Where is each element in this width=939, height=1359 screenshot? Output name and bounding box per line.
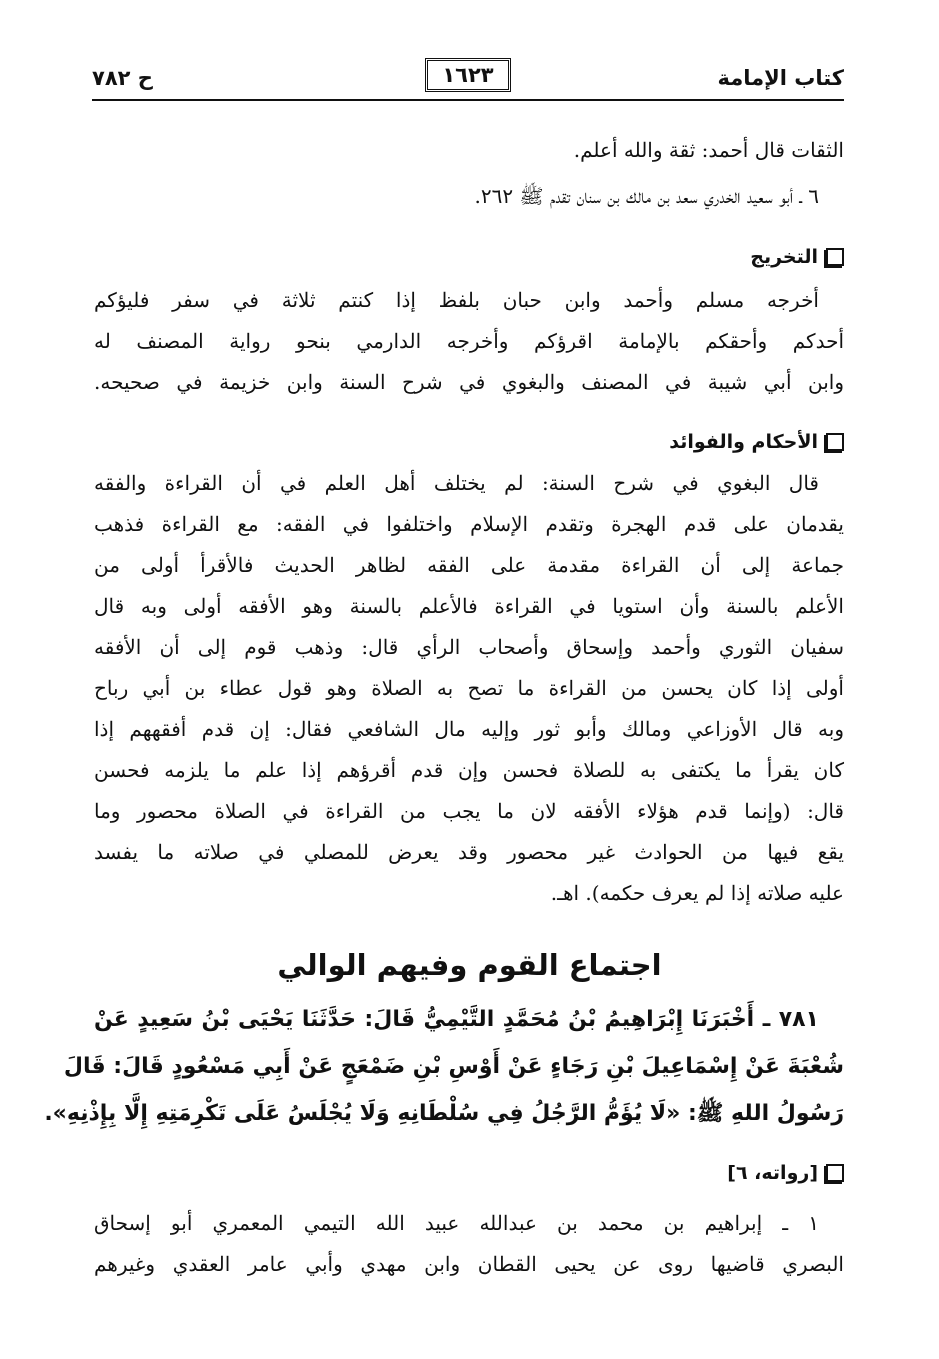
ahkam-line: الأعلم بالسنة وأن استويا في القراءة فالأعلم بالسنة وهو الأفقه أولى وبه قال [94, 594, 844, 618]
hadith-reference: ح ٧٨٢ [92, 66, 153, 90]
takhrij-heading-label: التخريج [750, 246, 818, 268]
ahkam-line: جماعة إلى أن القراءة مقدمة على الفقه لظاهر الحديث فالأقرأ أولى من [94, 553, 844, 577]
hadith-line: رَسُولُ اللهِ ﷺ: «لَا يُؤَمُّ الرَّجُلُ فِي سُلْطَانِهِ وَلَا يُجْلَسُ عَلَى تَكْرِمَتِهِ إِلَّا بِإِذْنِهِ». [44, 1101, 844, 1126]
chapter-title: اجتماع القوم وفيهم الوالي [277, 948, 662, 982]
ahkam-line: قال: (وإنما قدم هؤلاء الأفقه لان ما يجب من القراءة في الصلاة محصور وما [94, 799, 844, 823]
narrator-line: الثقات قال أحمد: ثقة والله أعلم. [573, 138, 844, 162]
ahkam-heading [669, 431, 844, 453]
ahkam-line: وبه قال الأوزاعي ومالك وأبو ثور وإليه مال الشافعي فقال: إن قدم أفقههم إذا [94, 717, 844, 741]
book-title: كتاب الإمامة [717, 66, 844, 90]
takhrij-heading [750, 246, 844, 268]
takhrij-line: أخرجه مسلم وأحمد وابن حبان بلفظ إذا كنتم ثلاثة في سفر فليؤكم [94, 288, 819, 312]
page-number: ١٦٢٣ [425, 58, 511, 92]
hadith-line: ٧٨١ ـ أَخْبَرَنَا إِبْرَاهِيمُ بْنُ مُحَمَّدٍ التَّيْمِيُّ قَالَ: حَدَّثَنَا يَحْيَى بْنُ سَعِيدٍ عَنْ [94, 1007, 819, 1032]
hadith-line: شُعْبَةَ عَنْ إِسْمَاعِيلَ بْنِ رَجَاءٍ عَنْ أَوْسِ بْنِ ضَمْعَجٍ عَنْ أَبِي مَسْعُودٍ قَالَ: قَالَ [63, 1054, 844, 1079]
header-rule [92, 99, 844, 101]
ahkam-line: أولى إذا كان يحسن من القراءة ما تصح به الصلاة وهو قول عطاء بن أبي رباح [94, 676, 844, 700]
takhrij-line: أحدكم وأحقكم بالإمامة اقرؤكم وأخرجه الدارمي بنحو رواية المصنف له [94, 329, 844, 353]
checkbox-square-icon [826, 1164, 844, 1182]
ahkam-line: قال البغوي في شرح السنة: لم يختلف أهل العلم في أن القراءة والفقه [94, 471, 819, 495]
ruwatuh-heading-label: [رواته، ٦] [727, 1162, 818, 1184]
ruwatuh-line: ١ ـ إبراهيم بن محمد بن عبدالله عبيد الله التيمي المعمري أبو إسحاق [94, 1211, 819, 1235]
ahkam-line: عليه صلاته إذا لم يعرف حكمه). اهـ. [550, 881, 844, 905]
ahkam-line: سفيان الثوري وأحمد وإسحاق وأصحاب الرأي قال: وذهب قوم إلى أن الأفقه [94, 635, 844, 659]
ahkam-line: يقدمان على قدم الهجرة وتقدم الإسلام واختلفوا في الفقه: مع القراءة فذهب [94, 512, 844, 536]
ahkam-line: يقع فيها من الحوادث غير محصور وقد يعرض للمصلي في صلاته ما يفسد [94, 840, 844, 864]
ahkam-heading-label: الأحكام والفوائد [669, 431, 818, 453]
checkbox-square-icon [826, 433, 844, 451]
ahkam-line: كان يقرأ ما يكتفى به للصلاة فحسن وإن قدم أقرؤهم إذا علم ما يلزمه فحسن [94, 758, 844, 782]
takhrij-line: وابن أبي شيبة في المصنف والبغوي في شرح السنة وابن خزيمة في صحيحه. [94, 370, 844, 394]
ruwatuh-heading [727, 1162, 844, 1184]
page-header [92, 58, 844, 100]
narrator-line: ٦ ـ أبو سعيد الخدري سعد بن مالك بن سنان تقدم ﷺ ٢٦٢. [474, 184, 819, 208]
ruwatuh-line: البصري قاضيها روى عن يحيى القطان وابن مهدي وأبي عامر العقدي وغيرهم [94, 1252, 844, 1276]
checkbox-square-icon [826, 248, 844, 266]
